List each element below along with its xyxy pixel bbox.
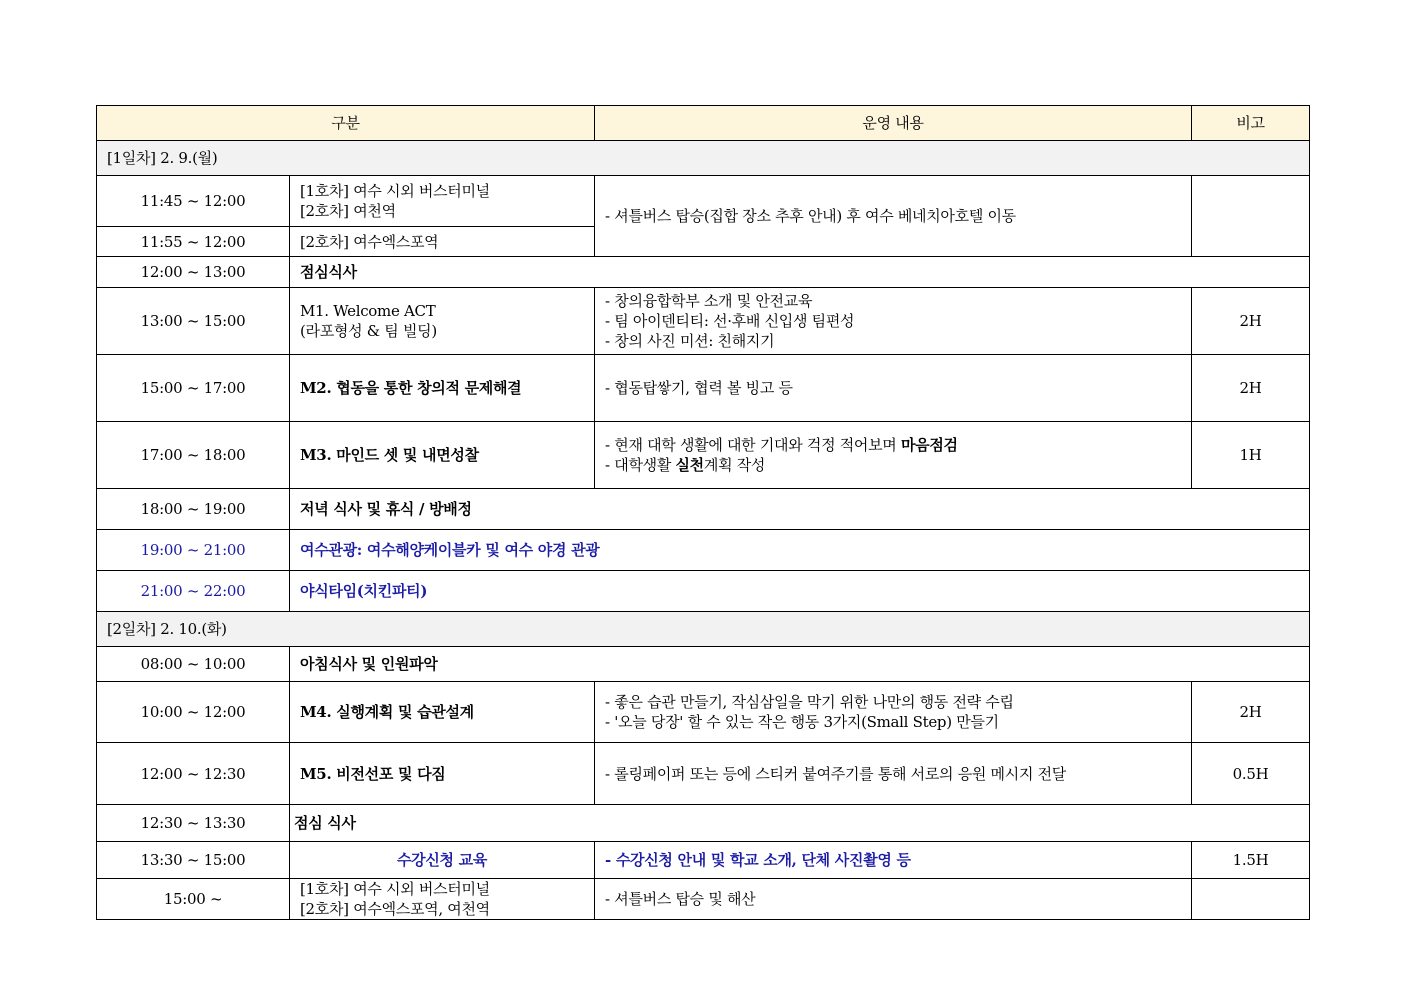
time-cell: 17:00 ~ 18:00 (97, 422, 290, 489)
time-cell: 15:00 ~ 17:00 (97, 355, 290, 422)
header-note: 비고 (1192, 106, 1310, 141)
content-line: - 팀 아이덴티티: 선·후배 신입생 팀편성 (605, 312, 855, 330)
note-cell: 2H (1192, 288, 1310, 355)
schedule-table (96, 105, 1310, 920)
note-cell (1192, 176, 1310, 257)
title-cell: 저녁 식사 및 휴식 / 방배정 (290, 489, 1310, 530)
time-cell: 12:30 ~ 13:30 (97, 805, 290, 842)
table-row (97, 530, 1310, 571)
time-cell: 11:55 ~ 12:00 (97, 227, 290, 257)
place-cell: [2호차] 여수엑스포역 (290, 227, 595, 257)
table-row (97, 647, 1310, 682)
header-row (97, 106, 1310, 141)
table-row (97, 422, 1310, 489)
content-text: - 대학생활 (605, 456, 676, 474)
note-cell: 2H (1192, 682, 1310, 743)
content-emphasis: 실천 (675, 456, 704, 474)
title-line: M1. Welcome ACT (300, 302, 436, 320)
place-cell (290, 176, 595, 227)
content-line: - 창의 사진 미션: 친해지기 (605, 332, 775, 350)
table-row (97, 257, 1310, 288)
content-cell: - 롤링페이퍼 또는 등에 스티커 붙여주기를 통해 서로의 응원 메시지 전달 (595, 743, 1192, 805)
content-line (605, 435, 1181, 455)
time-cell: 12:00 ~ 13:00 (97, 257, 290, 288)
content-line: - 좋은 습관 만들기, 작심삼일을 막기 위한 나만의 행동 전략 수립 (605, 693, 1014, 711)
note-cell: 0.5H (1192, 743, 1310, 805)
time-cell: 08:00 ~ 10:00 (97, 647, 290, 682)
content-cell: - 수강신청 안내 및 학교 소개, 단체 사진촬영 등 (595, 842, 1192, 879)
title-cell: M4. 실행계획 및 습관설계 (290, 682, 595, 743)
content-line: - 창의융합학부 소개 및 안전교육 (605, 292, 813, 310)
content-text: 계획 작성 (703, 456, 766, 474)
title-cell: 점심식사 (290, 257, 1310, 288)
content-cell (595, 288, 1192, 355)
table-row (97, 842, 1310, 879)
place-line: [1호차] 여수 시외 버스터미널 (300, 880, 490, 898)
time-cell: 12:00 ~ 12:30 (97, 743, 290, 805)
title-cell: M2. 협동을 통한 창의적 문제해결 (290, 355, 595, 422)
table-row (97, 288, 1310, 355)
place-line: [2호차] 여수엑스포역, 여천역 (300, 900, 490, 918)
title-cell: 야식타임(치킨파티) (290, 571, 1310, 612)
day2-label: [2일차] 2. 10.(화) (97, 612, 1310, 647)
content-cell (595, 682, 1192, 743)
time-cell: 21:00 ~ 22:00 (97, 571, 290, 612)
time-cell: 11:45 ~ 12:00 (97, 176, 290, 227)
title-line: (라포형성 & 팀 빌딩) (300, 322, 437, 340)
table-row (97, 489, 1310, 530)
note-cell: 2H (1192, 355, 1310, 422)
content-cell (595, 422, 1192, 489)
title-cell: 여수관광: 여수해양케이블카 및 여수 야경 관광 (290, 530, 1310, 571)
table-row (97, 176, 1310, 227)
table-row (97, 682, 1310, 743)
time-cell: 10:00 ~ 12:00 (97, 682, 290, 743)
content-line (605, 455, 1181, 475)
title-cell: M5. 비전선포 및 다짐 (290, 743, 595, 805)
content-cell: - 셔틀버스 탑승(집합 장소 추후 안내) 후 여수 베네치아호텔 이동 (595, 176, 1192, 257)
content-text: - 현재 대학 생활에 대한 기대와 걱정 적어보며 (605, 436, 901, 454)
content-emphasis: 마음점검 (900, 436, 958, 454)
table-row (97, 571, 1310, 612)
table-row (97, 879, 1310, 920)
table-row (97, 805, 1310, 842)
place-line: [1호차] 여수 시외 버스터미널 (300, 182, 490, 200)
table-row (97, 743, 1310, 805)
content-line: - '오늘 당장' 할 수 있는 작은 행동 3가지(Small Step) 만들기 (605, 713, 999, 731)
table-row (97, 355, 1310, 422)
day-row (97, 141, 1310, 176)
day1-label: [1일차] 2. 9.(월) (97, 141, 1310, 176)
place-cell (290, 879, 595, 920)
title-cell: 수강신청 교육 (290, 842, 595, 879)
time-cell: 19:00 ~ 21:00 (97, 530, 290, 571)
time-cell: 15:00 ~ (97, 879, 290, 920)
title-cell: M3. 마인드 셋 및 내면성찰 (290, 422, 595, 489)
note-cell: 1H (1192, 422, 1310, 489)
place-line: [2호차] 여천역 (300, 202, 396, 220)
title-cell: 점심 식사 (290, 805, 1310, 842)
day-row (97, 612, 1310, 647)
header-content: 운영 내용 (595, 106, 1192, 141)
time-cell: 13:30 ~ 15:00 (97, 842, 290, 879)
time-cell: 18:00 ~ 19:00 (97, 489, 290, 530)
title-cell (290, 288, 595, 355)
note-cell (1192, 879, 1310, 920)
note-cell: 1.5H (1192, 842, 1310, 879)
content-cell: - 협동탑쌓기, 협력 볼 빙고 등 (595, 355, 1192, 422)
time-cell: 13:00 ~ 15:00 (97, 288, 290, 355)
content-cell: - 셔틀버스 탑승 및 해산 (595, 879, 1192, 920)
header-category: 구분 (97, 106, 595, 141)
title-cell: 아침식사 및 인원파악 (290, 647, 1310, 682)
